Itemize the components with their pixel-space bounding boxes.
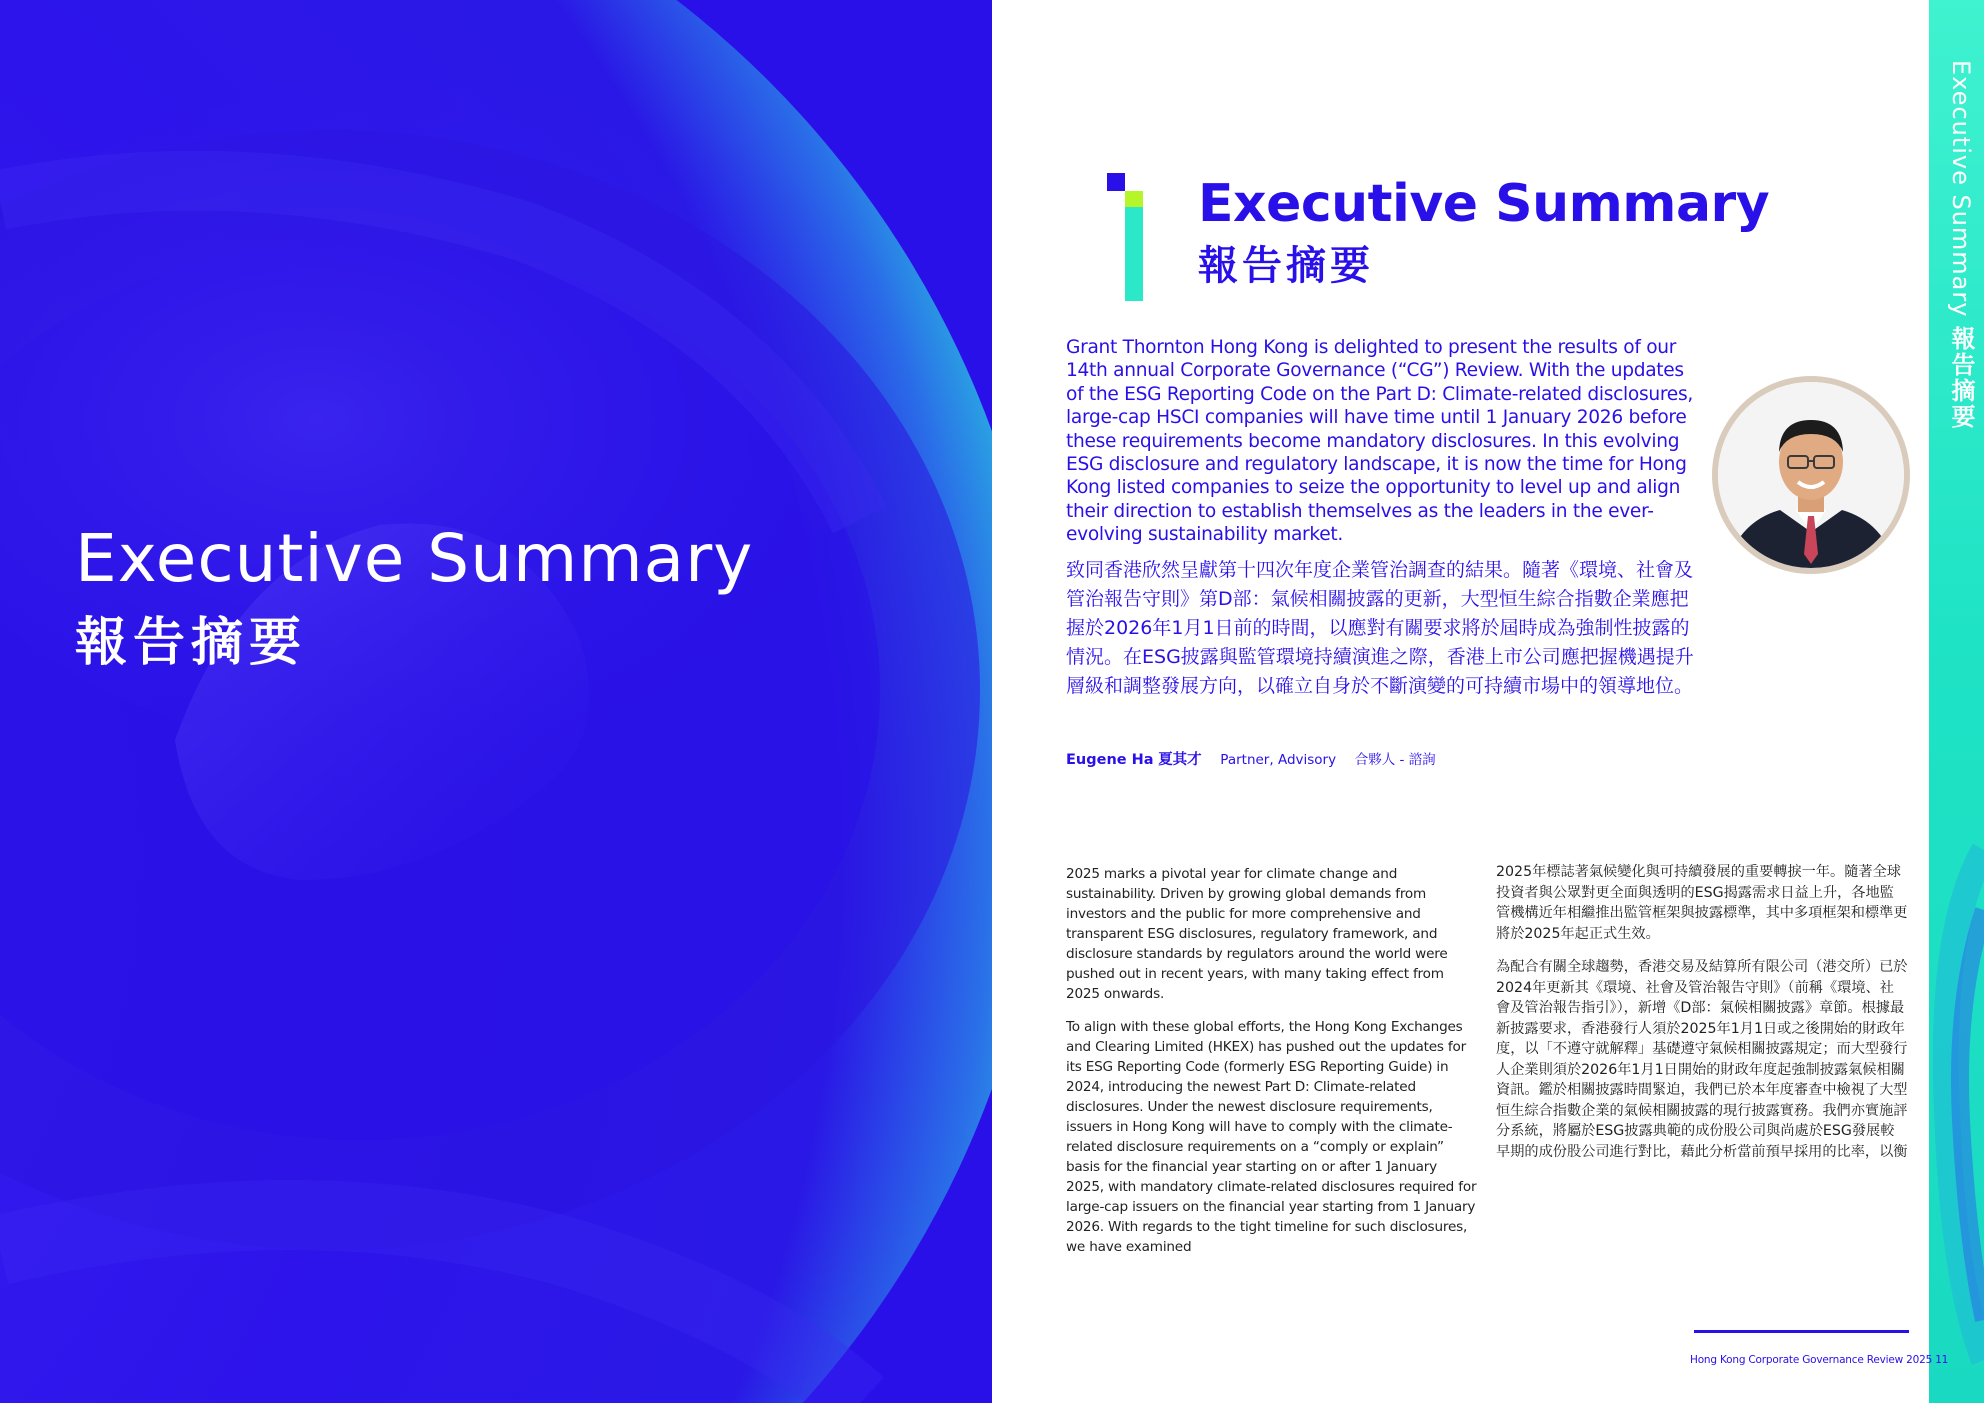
side-tab-label [1944, 60, 1979, 430]
section-title: Executive Summary [1198, 174, 1770, 234]
page-footer [1690, 1354, 1949, 1366]
footer-rule [1694, 1330, 1909, 1333]
body-paragraph: 2025年標誌著氣候變化與可持續發展的重要轉捩一年。隨著全球投資者與公眾對更全面與透明的ESG揭露需求日益上升，各地監管機構近年相繼推出監管框架與披露標準，其中多項框架和標準更將於2025年起正式生效。 [1496, 864, 1908, 942]
number-mark-accent [1125, 191, 1143, 207]
number-mark-square [1107, 173, 1125, 191]
signatory-role-en: Partner, Advisory [1220, 752, 1337, 768]
page-number: 11 [1935, 1354, 1949, 1366]
side-tab-decoration [1929, 820, 1984, 1403]
body-paragraph: 為配合有關全球趨勢，香港交易及結算所有限公司（港交所）已於2024年更新其《環境、社會及管治報告守則》（前稱《環境、社會及管治報告指引》），新增《D部：氣候相關披露》章節。根據最新披露要求，香港發行人須於2025年1月1日或之後開始的財政年度，以「不遵守就解釋」基礎遵守氣候相關披露規定；而大型發行人企業則須於2026年1月1日開始的財政年度起強制披露氣候相關資訊。鑑於相關披露時間緊迫，我們已於本年度審查中檢視了大型恒生綜合指數企業的氣候相關披露的現行披露實務。我們亦實施評分系統，將屬於ESG披露典範的成份股公司與尚處於ESG發展較早期的成份股公司進行對比，藉此分析當前預早採用的比率，以衡 [1496, 959, 1908, 1160]
footer-publication-title: Hong Kong Corporate Governance Review 2025 [1690, 1354, 1933, 1366]
signatory-name-en: Eugene Ha [1066, 752, 1154, 768]
signature [1066, 748, 1436, 769]
intro-chinese: 致同香港欣然呈獻第十四次年度企業管治調查的結果。隨著《環境、社會及管治報告守則》第D部：氣候相關披露的更新，大型恒生綜合指數企業應把握於2026年1月1日前的時間，以應對有關要求將於屆時成為強制性披露的情況。在ESG披露與監管環境持續演進之際，香港上市公司應把握機遇提升層級和調整發展方向，以確立自身於不斷演變的可持續市場中的領導地位。 [1066, 559, 1694, 697]
body-column-chinese [1496, 862, 1908, 1175]
body-paragraph: 2025 marks a pivotal year for climate change and sustainability. Driven by growing global demands from investors and the public for more comprehensive and transparent ESG disclosures, regulatory framework, and disclosure standards by regulators around the world were pushed out in recent years, with many taking effect from 2025 onwards. [1066, 866, 1448, 1002]
section-number-mark [1107, 173, 1145, 301]
cover-title: Executive Summary [75, 520, 754, 597]
number-mark-bar [1125, 207, 1143, 301]
body-paragraph: To align with these global efforts, the Hong Kong Exchanges and Clearing Limited (HKEX) has pushed out the updates for its ESG Reporting Code (formerly ESG Reporting Guide) in 2024, introducing the newest Part D: Climate-related disclosures. Under the newest disclosure requirements, issuers in Hong Kong will have to comply with the climate-related disclosure requirements on a “comply or explain” basis for the financial year starting on or after 1 January 2025, with mandatory climate-related disclosures required for large-cap issuers on the financial year starting from 1 January 2026. With regards to the tight timeline for such disclosures, we have examined [1066, 1019, 1477, 1255]
section-subtitle: 報告摘要 [1198, 243, 1374, 289]
body-column-english [1066, 864, 1478, 1270]
signatory-role-zh: 合夥人 - 諮詢 [1354, 752, 1436, 768]
person-silhouette-icon [1718, 382, 1904, 568]
cover-subtitle: 報告摘要 [75, 613, 308, 673]
partner-portrait [1712, 376, 1910, 574]
portrait-photo [1718, 382, 1904, 568]
side-tab-label-en: Executive Summary [1947, 60, 1975, 318]
side-tab-label-zh: 報告摘要 [1947, 326, 1975, 431]
signatory-name-zh: 夏其才 [1158, 752, 1202, 768]
intro-english: Grant Thornton Hong Kong is delighted to present the results of our 14th annual Corporate Governance (“CG”) Review. With the updates of the ESG Reporting Code on the Part D: Climate-related disclosures, large-cap HSCI companies will have time until 1 January 2026 before these requirements become mandatory disclosures. In this evolving ESG disclosure and regulatory landscape, it is now the time for Hong Kong listed companies to seize the opportunity to level up and align their direction to establish themselves as the leaders in the ever-evolving sustainability market. [1066, 337, 1693, 546]
